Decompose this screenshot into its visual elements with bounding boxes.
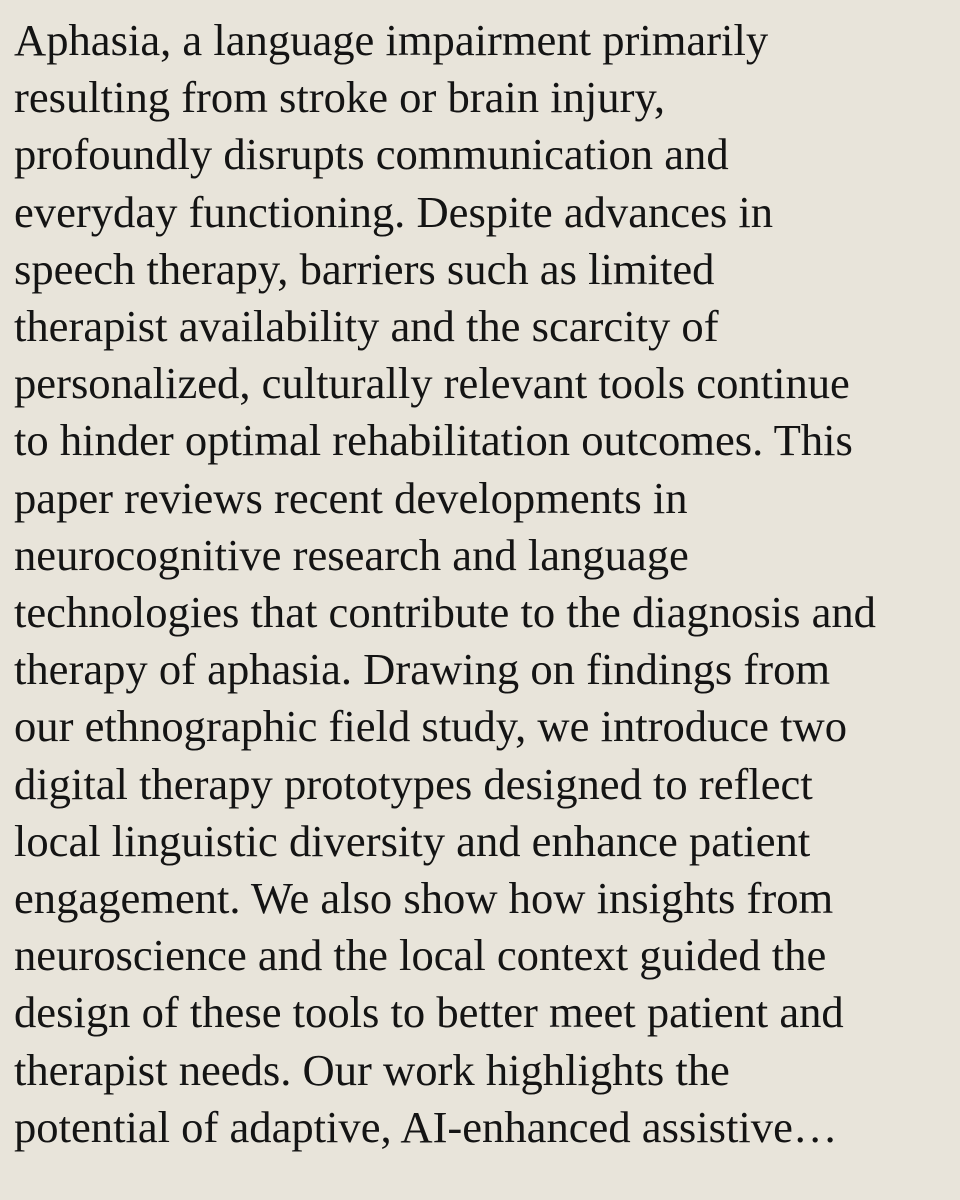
abstract-line: therapist needs. Our work highlights the: [14, 1044, 730, 1095]
abstract-text: [14, 12, 954, 1156]
abstract-line: speech therapy, barriers such as limited: [14, 243, 715, 294]
abstract-line: potential of adaptive, AI-enhanced assistive…: [14, 1101, 838, 1152]
abstract-line: personalized, culturally relevant tools continue: [14, 358, 850, 409]
abstract-line: everyday functioning. Despite advances in: [14, 186, 774, 237]
abstract-line: technologies that contribute to the diagnosis and: [14, 587, 876, 638]
abstract-line: Aphasia, a language impairment primarily: [14, 15, 769, 65]
abstract-line: digital therapy prototypes designed to reflect: [14, 758, 813, 809]
abstract-line: our ethnographic field study, we introduce two: [14, 701, 848, 752]
abstract-line: design of these tools to better meet patient and: [14, 987, 844, 1038]
abstract-line: neuroscience and the local context guided the: [14, 930, 827, 981]
abstract-line: neurocognitive research and language: [14, 529, 689, 580]
abstract-line: to hinder optimal rehabilitation outcomes. This: [14, 415, 853, 466]
abstract-line: engagement. We also show how insights from: [14, 873, 834, 924]
abstract-line: paper reviews recent developments in: [14, 472, 688, 523]
abstract-line: therapy of aphasia. Drawing on findings from: [14, 644, 831, 695]
abstract-line: resulting from stroke or brain injury,: [14, 72, 666, 123]
abstract-line: profoundly disrupts communication and: [14, 129, 729, 180]
abstract-line: local linguistic diversity and enhance patient: [14, 815, 811, 866]
abstract-line: therapist availability and the scarcity of: [14, 301, 719, 352]
